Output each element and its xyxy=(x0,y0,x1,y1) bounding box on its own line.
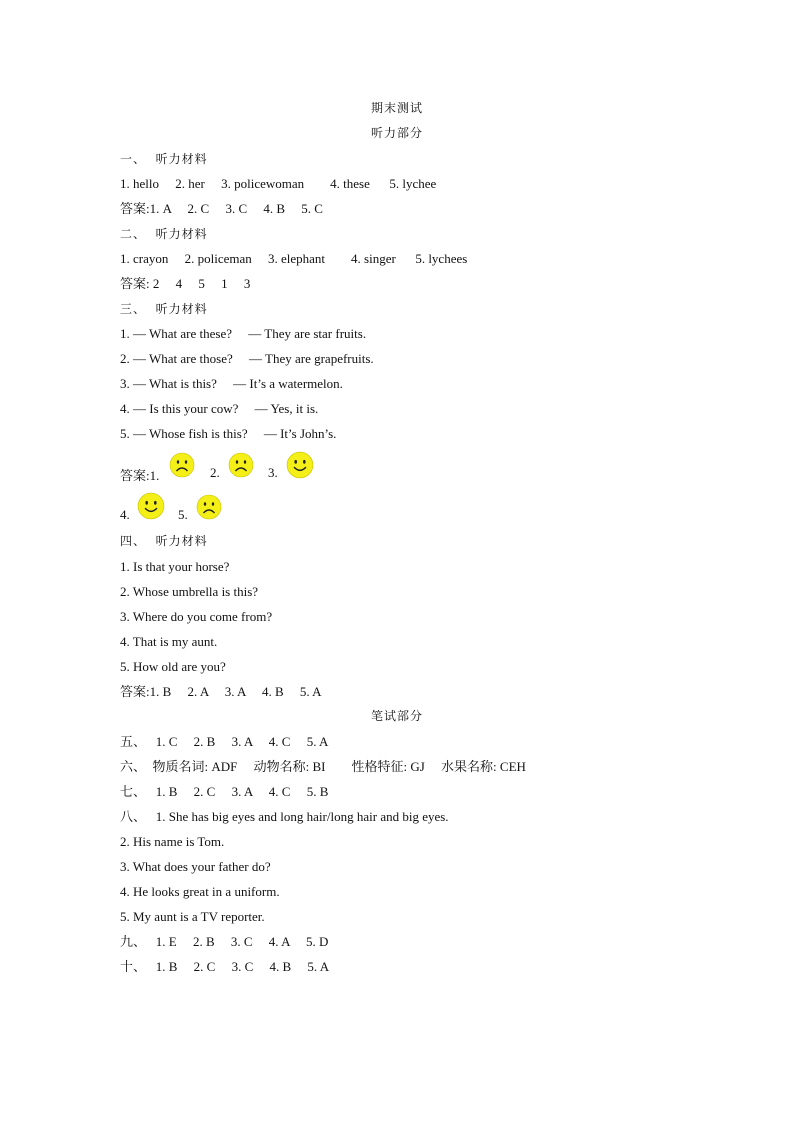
s4-answers: 答案:1. B 2. A 3. A 4. B 5. A xyxy=(120,684,322,699)
s1-heading: 一、 听力材料 xyxy=(120,152,208,166)
s8-answer-4: 4. He looks great in a uniform. xyxy=(120,884,280,899)
s3-question-1: 1. — What are these? — They are star fruits. xyxy=(120,326,367,341)
s3-answer-label: 答案:1. xyxy=(120,468,160,483)
s3-answer-3-label: 3. xyxy=(268,465,278,480)
s3-question-4: 4. — Is this your cow? — Yes, it is. xyxy=(120,401,319,416)
s1-items: 1. hello 2. her 3. policewoman 4. these 5. lychee xyxy=(120,176,437,191)
s4-question-5: 5. How old are you? xyxy=(120,659,226,674)
sad-face-icon xyxy=(196,494,222,520)
s3-heading: 三、 听力材料 xyxy=(120,302,208,316)
s3-question-5: 5. — Whose fish is this? — It’s John’s. xyxy=(120,426,337,441)
s3-question-2: 2. — What are those? — They are grapefruits. xyxy=(120,351,374,366)
s9-answers: 九、 1. E 2. B 3. C 4. A 5. D xyxy=(120,934,329,949)
smile-face-icon xyxy=(137,492,165,520)
sad-face-icon xyxy=(228,452,254,478)
page-title: 期末测试 xyxy=(370,101,423,115)
s1-answers: 答案:1. A 2. C 3. C 4. B 5. C xyxy=(120,201,323,216)
sad-face-icon xyxy=(169,452,195,478)
s6-answers: 六、 物质名词: ADF 动物名称: BI 性格特征: GJ 水果名称: CEH xyxy=(120,759,526,774)
s4-question-4: 4. That is my aunt. xyxy=(120,634,218,649)
s8-answer-5: 5. My aunt is a TV reporter. xyxy=(120,909,265,924)
s8-answer-2: 2. His name is Tom. xyxy=(120,834,225,849)
s2-answers: 答案: 2 4 5 1 3 xyxy=(120,276,251,291)
s2-heading: 二、 听力材料 xyxy=(120,227,208,241)
section-listening-title: 听力部分 xyxy=(370,126,423,140)
smile-face-icon xyxy=(286,451,314,479)
s4-question-2: 2. Whose umbrella is this? xyxy=(120,584,259,599)
s4-question-3: 3. Where do you come from? xyxy=(120,609,273,624)
s3-answer-2-label: 2. xyxy=(210,465,220,480)
s3-answer-5-label: 5. xyxy=(178,507,188,522)
s10-answers: 十、 1. B 2. C 3. C 4. B 5. A xyxy=(120,959,330,974)
section-writing-title: 笔试部分 xyxy=(370,709,423,723)
s7-answers: 七、 1. B 2. C 3. A 4. C 5. B xyxy=(120,784,329,799)
s4-heading: 四、 听力材料 xyxy=(120,534,208,548)
s8-answer-1: 八、 1. She has big eyes and long hair/long hair and big eyes. xyxy=(120,809,449,824)
s4-question-1: 1. Is that your horse? xyxy=(120,559,230,574)
s2-items: 1. crayon 2. policeman 3. elephant 4. singer 5. lychees xyxy=(120,251,468,266)
s8-answer-3: 3. What does your father do? xyxy=(120,859,271,874)
s3-answer-4-label: 4. xyxy=(120,507,130,522)
s5-answers: 五、 1. C 2. B 3. A 4. C 5. A xyxy=(120,734,329,749)
s3-question-3: 3. — What is this? — It’s a watermelon. xyxy=(120,376,343,391)
